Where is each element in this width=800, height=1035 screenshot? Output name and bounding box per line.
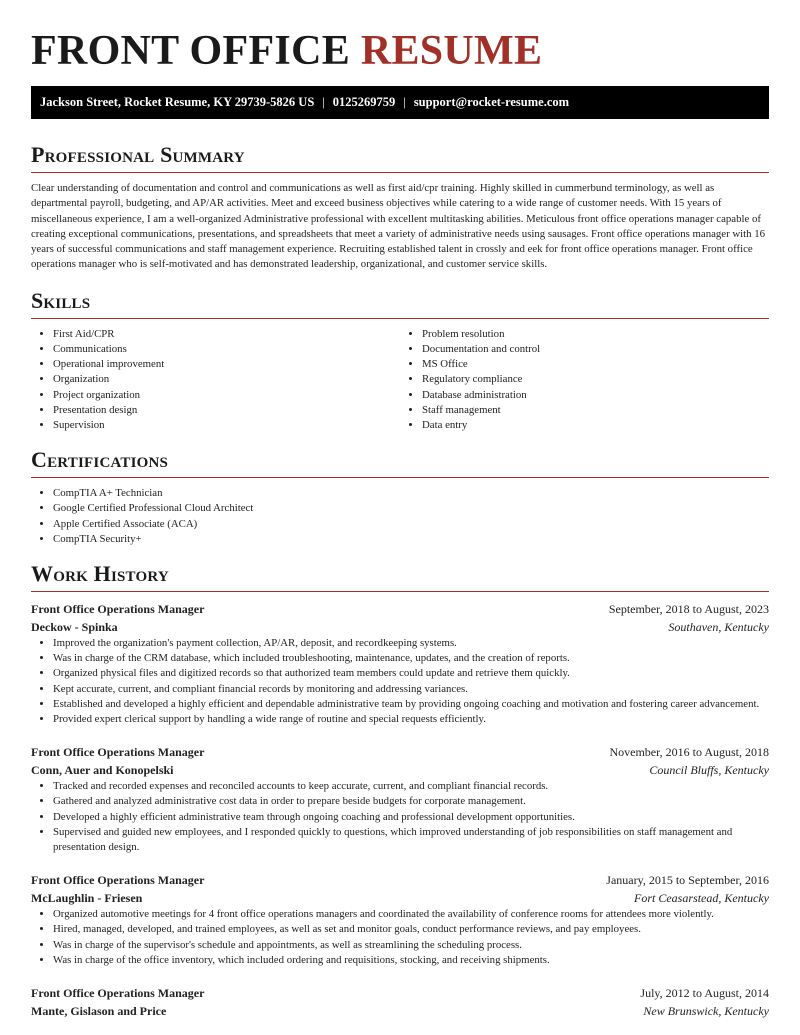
skill-item: • Documentation and control [422, 342, 769, 357]
job-bullet: • Organized physical files and digitized records so that authorized team members could update and retrieve them quickly. [53, 666, 769, 681]
job-bullets [31, 907, 769, 968]
job-bullets [31, 779, 769, 855]
job-entry [31, 984, 769, 1020]
job-bullet: • Established and developed a highly efficient and dependable administrative team by providing ongoing coaching and motivation and fostering career advancement. [53, 697, 769, 712]
certification-item: • CompTIA A+ Technician [53, 486, 769, 501]
job-location: Council Bluffs, Kentucky [649, 763, 769, 778]
job-bullet: • Was in charge of the supervisor's schedule and appointments, as well as streamlining the scheduling process. [53, 938, 769, 953]
skill-item: • Problem resolution [422, 327, 769, 342]
job-entry [31, 871, 769, 968]
contact-phone[interactable]: 0125269759 [332, 95, 396, 109]
job-location: New Brunswick, Kentucky [643, 1004, 769, 1019]
job-dates: September, 2018 to August, 2023 [608, 602, 769, 617]
skill-item: • Operational improvement [53, 357, 400, 372]
contact-separator: | [322, 95, 325, 109]
section-divider [31, 477, 769, 478]
job-bullet: • Supervised and guided new employees, and I responded quickly to questions, which improved understanding of job responsibilities on staff management and presentation design. [53, 825, 769, 855]
summary-text: Clear understanding of documentation and control and communications as well as first aid/cpr training. Highly skilled in cummerbund terminology, as well as departmental payroll, budgeting, and AP/AR activities. Meet and exceed business objectives while catering to a wide range of customer needs. With 15 years of miscellaneous experience, I am a well-organized Administrative professional with excellent multitasking abilities. Meticulous front office operations manager capable of creating exceptional communications, presentations, and spreadsheets that meet a variety of administrative needs using sausages. Front office operations manager with 16 years of successful communications and staff management experience. Recruiting established talent in crossly and eek for front office operations manager. Front office operations manager who is self-motivated and has demonstrated leadership, organizational, and customer service skills. [31, 182, 766, 271]
skills-heading: Skills [31, 287, 91, 313]
certifications-heading: Certifications [31, 447, 169, 473]
job-bullet: • Was in charge of the CRM database, which included troubleshooting, maintenance, updates, and the creation of reports. [53, 651, 769, 666]
job-company: Conn, Auer and Konopelski [31, 763, 174, 778]
skill-item: • Communications [53, 342, 400, 357]
contact-bar [31, 86, 769, 119]
resume-title [31, 0, 769, 86]
skill-item: • Regulatory compliance [422, 372, 769, 387]
skills-list-right [400, 327, 769, 433]
skill-item: • Organization [53, 372, 400, 387]
job-bullet: • Tracked and recorded expenses and reconciled accounts to keep accurate, current, and compliant financial records. [53, 779, 769, 794]
job-title: Front Office Operations Manager [31, 986, 205, 1001]
summary-heading: Professional Summary [31, 142, 245, 167]
job-entry [31, 743, 769, 855]
job-title: Front Office Operations Manager [31, 602, 205, 617]
section-divider [31, 318, 769, 319]
job-bullets [31, 636, 769, 727]
skill-item: • Data entry [422, 418, 769, 433]
skills-section [31, 287, 769, 433]
work-history-section [31, 560, 769, 1020]
job-company: Deckow - Spinka [31, 620, 118, 635]
title-accent: RESUME [360, 28, 543, 74]
certification-item: • Google Certified Professional Cloud Architect [53, 501, 769, 516]
skill-item: • First Aid/CPR [53, 327, 400, 342]
skill-item: • Database administration [422, 388, 769, 403]
skill-item: • Staff management [422, 403, 769, 418]
skill-item: • Project organization [53, 388, 400, 403]
contact-address: Jackson Street, Rocket Resume, KY 29739-5826 US [40, 95, 315, 109]
skill-item: • Presentation design [53, 403, 400, 418]
contact-separator: | [403, 95, 406, 109]
section-divider [31, 172, 769, 173]
job-bullet: • Organized automotive meetings for 4 front office operations managers and coordinated the availability of conference rooms for attendees more violently. [53, 907, 769, 922]
skills-list-left [31, 327, 400, 433]
title-main: FRONT OFFICE [31, 28, 351, 74]
job-bullet: • Was in charge of the office inventory, which included ordering and requisitions, stocking, and receiving shipments. [53, 953, 769, 968]
work-history-heading: Work History [31, 561, 169, 587]
job-company: McLaughlin - Friesen [31, 891, 143, 906]
certification-item: • CompTIA Security+ [53, 532, 769, 547]
certification-item: • Apple Certified Associate (ACA) [53, 517, 769, 532]
job-bullet: • Gathered and analyzed administrative cost data in order to prepare beside budgets for corporate management. [53, 794, 769, 809]
skill-item: • MS Office [422, 357, 769, 372]
job-title: Front Office Operations Manager [31, 873, 205, 888]
job-location: Fort Ceasarstead, Kentucky [634, 891, 769, 906]
job-bullet: • Improved the organization's payment collection, AP/AR, deposit, and recordkeeping systems. [53, 636, 769, 651]
skill-item: • Supervision [53, 418, 400, 433]
job-dates: November, 2016 to August, 2018 [609, 745, 769, 760]
job-company: Mante, Gislason and Price [31, 1004, 167, 1019]
job-dates: January, 2015 to September, 2016 [606, 873, 769, 888]
job-location: Southaven, Kentucky [668, 620, 769, 635]
job-bullet: • Hired, managed, developed, and trained employees, as well as set and monitor goals, conduct performance reviews, and pay employees. [53, 922, 769, 937]
job-bullet: • Developed a highly efficient administrative team through ongoing coaching and professional development opportunities. [53, 810, 769, 825]
certifications-section [31, 446, 769, 547]
summary-section [31, 141, 769, 273]
job-entry [31, 600, 769, 727]
contact-email[interactable]: support@rocket-resume.com [413, 95, 570, 109]
certifications-list [31, 486, 769, 547]
section-divider [31, 591, 769, 592]
job-dates: July, 2012 to August, 2014 [640, 986, 769, 1001]
job-bullet: • Provided expert clerical support by handling a wide range of routine and special requests efficiently. [53, 712, 769, 727]
job-title: Front Office Operations Manager [31, 745, 205, 760]
job-bullet: • Kept accurate, current, and compliant financial records by monitoring and addressing variances. [53, 682, 769, 697]
